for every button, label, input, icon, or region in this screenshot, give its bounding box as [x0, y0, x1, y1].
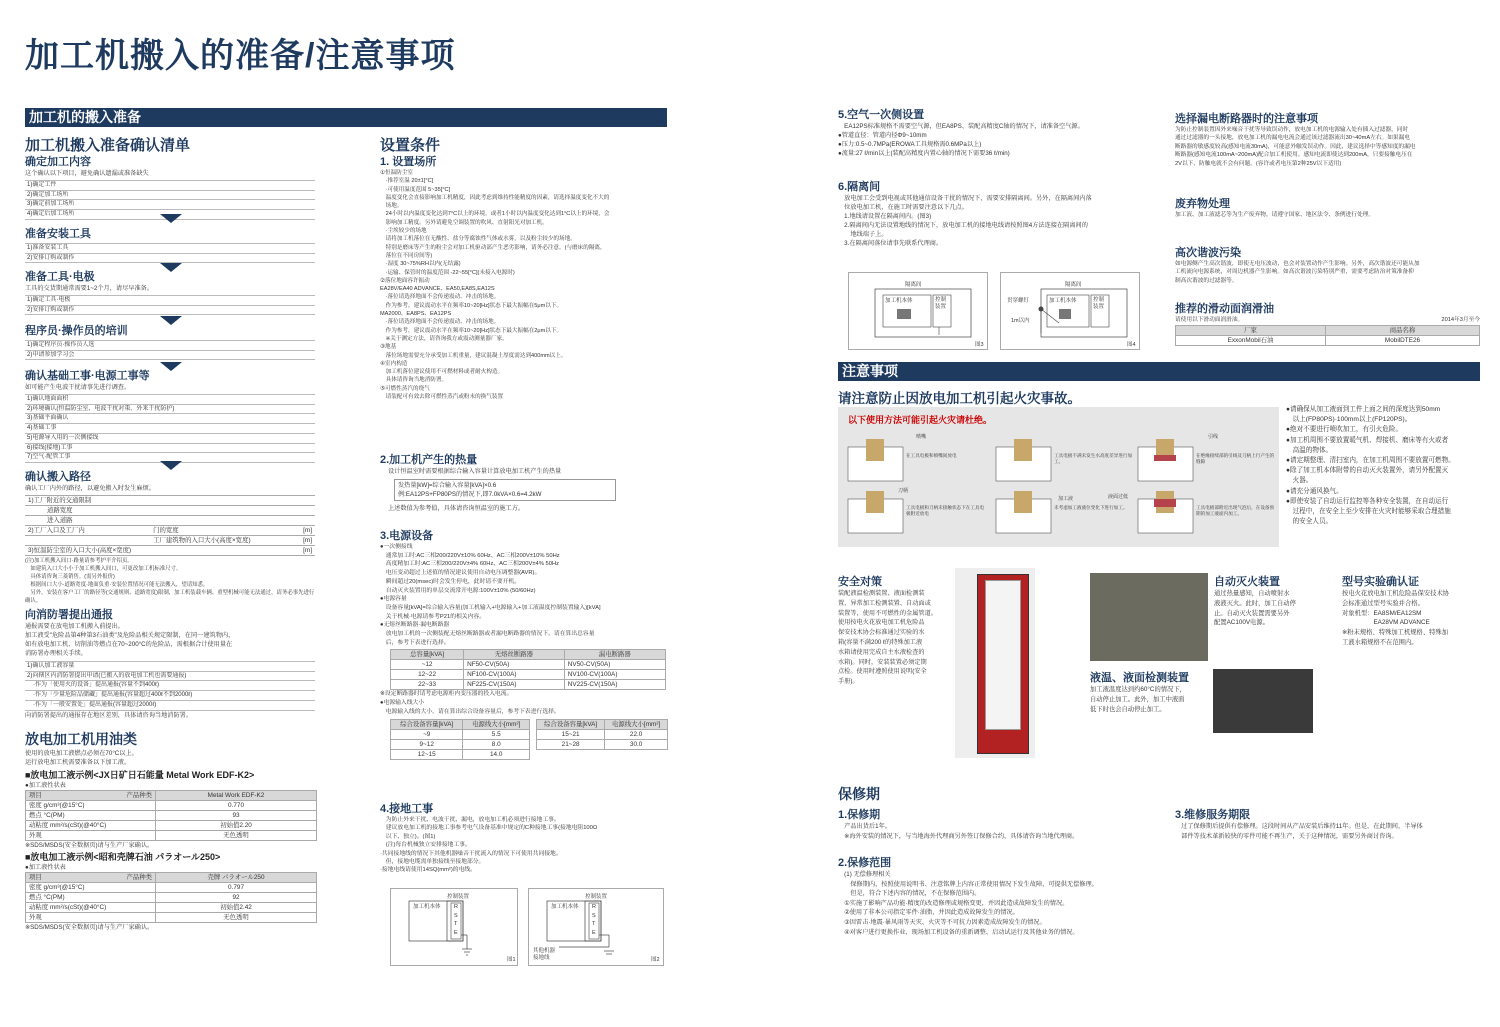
table-cell: 30.0	[605, 739, 668, 749]
section-body: 放电加工会受到电视或其他通信设备干扰的情况下，需要安排隔离间。另外，在隔离间内落 位放电加工机，在施工时需要注意以下几点。 1.地线请设置在隔离间内。(图3) 2.隔离间内无法设置地线的情况下，放电加工机的接地电线请按照图4方法连接在隔离间的 地线端子上。 3.在隔离间落位请事先联系代理商。	[844, 195, 1092, 247]
section-body: 通过热量感知，自动喷射水 液液灭火。此时，加工自动停 止。自动灭火装置需要另外 配置AC100V电源。	[1214, 590, 1296, 627]
grounding-section	[380, 800, 670, 875]
hazard-caption: 工具电极不满未发生水高度差异进行加工。	[1054, 453, 1133, 464]
table-cell: 燃点 °C(PM)	[26, 893, 156, 903]
table-cell: 燃点 °C(PM)	[26, 811, 156, 821]
warranty-period-section	[838, 806, 1168, 841]
control-unit-label: 控制装置	[585, 894, 608, 900]
caution-bullet: ●请定期整理、清扫室内，在加工机周围不要放置可燃物。	[1286, 457, 1455, 465]
step-desc: 确认工厂内外的路径，以避免搬入时发生麻烦。	[25, 485, 155, 492]
shield-room-figure-3	[848, 272, 988, 350]
install-conditions-title: 设置条件	[380, 137, 441, 154]
terminal-label: 贯穿螺钉	[1007, 298, 1030, 304]
section-bar-caution: 注意事项	[838, 362, 1480, 381]
figure-number: 图2	[651, 957, 660, 963]
list-item: 1)确定工件	[25, 181, 315, 191]
list-item: 2)安排订购或制作	[25, 306, 315, 316]
machine-body-label: 加工机本体	[551, 904, 579, 910]
section-heading: 4.接地工事	[380, 803, 434, 815]
table-header: 电源线大小[mm²]	[463, 719, 530, 729]
section-body: (1) 无偿修理相关 保修期内，按照使用说明书、注意铭牌上内容正常使用情况下发生故障，可提供无偿修理。 但是，符合下述内容的情况，不在保修范围内。 ①实施了影响产品功能·精度的改造修理或规格变更，并因此造成故障发生的情况。 ②使用了非本公司指定零件·油脂，并因此造成故障发生的情况。 ③因雷击·地震·暴风雨等天灾、火灾等不可抗力因素造成故障发生的情况。 ④对客户进行更换作业、现场加工机设备的重新调整、启动试运行及其他业务的情况。	[844, 871, 1098, 936]
level-sensor-photo	[1213, 669, 1313, 733]
list-item: 1)确认地面面积	[25, 395, 315, 405]
air-supply-section	[838, 106, 1138, 158]
harmonics-section	[1175, 244, 1480, 285]
table-cell: NF50-CV(50A)	[464, 660, 565, 670]
table-cell: [m]	[300, 526, 315, 536]
table-header: 项目	[29, 792, 42, 799]
section-heading: 高次谐波污染	[1175, 247, 1241, 259]
table-cell: 92	[156, 893, 317, 903]
control-unit-label: 控制 装置	[935, 297, 947, 310]
caution-bullet: ●请充分通风换气。	[1286, 487, 1343, 495]
checklist-step-6	[25, 468, 315, 605]
step-heading: 程序员·操作员的培训	[25, 325, 128, 337]
caution-bullet: ●即使安装了自动运行监控等各种安全装置，在自动运行 过程中，在安全上至少安排在火灾时能够采取合理措施 的安全人员。	[1286, 497, 1451, 526]
table-cell: 1)工厂附近的交通限制	[25, 496, 150, 506]
figure-number: 图4	[1127, 342, 1136, 348]
section-body: EA12PS标准规格不需要空气源，但EA8PS、装配高精度C轴的情况下，请准备空气源。 ●管道直径：管道内径Φ9~10mm ●压力:0.5~0.7MPa(EROWA工具规格需0.6MPa以上) ●流量:27 ℓ/min以上(装配高精度内置心轴的情况下需要36 ℓ/min)	[838, 123, 1084, 157]
section-heading: 2.保修范围	[838, 857, 892, 869]
step-heading: 确认基础工事·电源工事等	[25, 370, 150, 382]
table-cell: 无色透明	[156, 913, 317, 923]
list-item: 3)基础平面确认	[25, 414, 315, 424]
shield-room-figure-4	[1000, 272, 1140, 350]
list-item: 1)准备安装工具	[25, 244, 315, 254]
oil-example-title: ■放电加工液示例<JX日矿日石能量 Metal Work EDF-K2>	[25, 770, 255, 780]
grounding-figure-1	[390, 888, 518, 966]
table-cell: 0.797	[156, 883, 317, 893]
level-detect-section	[1090, 669, 1210, 714]
caution-bullets	[1286, 405, 1486, 527]
route-note: (注)加工机搬入间口·路量请参考护平介绍页。 如建筑入口大小小于加工机搬入间口，可更改加工机标准尺寸。 具体请咨询三菱销售。(需另外报价) 根据间口大小·道路宽度·地面负重·安装位置情况可能无法搬入，望请知悉。 另外，安装在客户工厂的路径等(交通规则、道路宽度)限制，加工机装载车辆、重型机械可能无法通过，请务必事先进行确认。	[25, 558, 315, 604]
section-heading: 推荐的滑动面润滑油	[1175, 303, 1274, 315]
leak-breaker-section	[1175, 110, 1480, 168]
grounding-figure-2	[528, 888, 664, 966]
checklist-step-5	[25, 367, 315, 463]
table-cell: ~9	[391, 729, 463, 739]
table-cell: [m]	[300, 546, 315, 556]
table-cell: 0.770	[156, 801, 317, 811]
section-body: 为防止控制装置因外来噪音干扰等导致误动作，放电加工机的电源输入处有插入过滤器，同时 通过过滤器的一头接地，放电加工机的漏电电流会通过该过滤器流出30~40mA左右。如果漏电 断路器的敏感度较高(感知电流30mA)，可能意外触发误动作。因此，建议选择中等感知度的漏电 断路器(感知电流100mA~200mA)配合加工机使用。感知电流即使达到200mA，只要接触电压在 2V以下，防触电就不会有问题。(容许或者电压第2种25V以下适用)	[1175, 127, 1416, 167]
list-item: ·作为「使用火的设备」提出通报(容量不到400ℓ)	[25, 681, 315, 691]
table-cell: NF225-CV(150A)	[464, 680, 565, 690]
sds-note: ※SDS/MSDS(安全数据页)请与生产厂家确认。	[25, 842, 154, 849]
list-item: 4)基础工事	[25, 424, 315, 434]
table-cell: ExxonMobil石油	[1176, 336, 1326, 346]
step-heading: 准备安装工具	[25, 228, 91, 240]
heat-formula-box: 发热量[kW]=综合输入容量[kVA]×0.6 例:EA12PS+FP80PS的情况下,即7.0kVA×0.6=4.2kW	[394, 479, 616, 501]
section-body: ※设定断路器时请考虑电源柜内变压器的投入电流。 ●电源输入线大小 电源输入线的大小，请在算出综合设备容量后，参考下表进行选择。	[380, 691, 560, 715]
table-cell: 22.0	[605, 729, 668, 739]
table-cell: NV50-CV(50A)	[564, 660, 665, 670]
terminal-labels: R S T E	[592, 904, 596, 936]
section-heading: 3.维修服务期限	[1175, 809, 1251, 821]
table-cell: 5.5	[463, 729, 530, 739]
table-header: 电源线大小[mm²]	[605, 719, 668, 729]
room-label: 隔离间	[905, 282, 922, 288]
hazard-caption: 未考虑加工液液位变化下进行加工。	[1054, 505, 1128, 510]
table-cell: 3)恒温防尘室的入口大小(高度×宽度)	[25, 546, 150, 556]
waste-section	[1175, 195, 1480, 220]
flow-arrow	[160, 214, 182, 223]
section-heading: 6.隔离间	[838, 181, 881, 193]
section-heading: 废弃物处理	[1175, 198, 1230, 210]
table-cell: 2)工厂入口及工厂内	[25, 526, 150, 536]
warranty-scope-section	[838, 854, 1168, 937]
lube-oil-section	[1175, 300, 1480, 346]
figure-number: 图1	[507, 957, 516, 963]
table-cell	[25, 536, 150, 546]
table-cell: 动粘度 mm²/s(cSt)(@40°C)	[26, 821, 156, 831]
table-cell: 14.0	[463, 749, 530, 759]
section-body: 加工液温度达到约60°C的情况下， 自动停止加工。此外，加工中液面 低下时也会自动停止加工。	[1090, 686, 1186, 713]
section-body: 加工液、加工液滤芯等为生产废弃物，请遵守国家、地区法令、条例进行处理。	[1175, 212, 1375, 218]
install-place-section	[380, 153, 670, 401]
section-body: 设计恒温室时需要根据综合输入容量计算放电加工机产生的热量	[388, 468, 562, 475]
terminal-labels: R S T E	[454, 904, 458, 936]
table-cell: 21~28	[537, 739, 605, 749]
checklist-title: 加工机搬入准备确认清单	[25, 137, 191, 154]
edm-oil-section	[25, 729, 317, 932]
list-item: 7)空气·配管工事	[25, 453, 315, 463]
nozzle-label: 喷嘴	[916, 434, 927, 440]
step-desc: 通报需要在放电加工机搬入前提出。 加工液受"危险品第4种第3石油类"及危险品相关规定限制，在同一建筑物内， 如有放电加工机、切削油等燃点在70~200°C的危险品，需根据合计使用量在 消防署办理相关手续。	[25, 623, 235, 657]
machine-body-label: 加工机本体	[885, 298, 913, 304]
other-device-label: 其他机器 接地线	[533, 948, 556, 961]
fire-hazard-panel	[838, 407, 1279, 547]
fire-extinguisher-photo	[1090, 573, 1208, 661]
table-cell: 初始值2.20	[156, 821, 317, 831]
caution-title: 请注意防止因放电加工机引起火灾事故。	[838, 391, 1081, 406]
list-item: 4)确定后加工场所	[25, 210, 315, 220]
list-item: 3)确定前加工场所	[25, 200, 315, 210]
table-cell: ~12	[391, 660, 464, 670]
table-cell: 12~22	[391, 670, 464, 680]
table-header: 项目	[29, 874, 42, 881]
list-item: 2)环境确认(恒温防尘室、电波干扰对策、外来干扰防护)	[25, 405, 315, 415]
hazard-caption: 在工具电极和喷嘴间放电	[906, 453, 957, 458]
table-cell: 进入道路	[25, 516, 150, 526]
wire-size-table-2	[536, 719, 668, 750]
section-body: 请使用以下滑动面润滑油。	[1175, 317, 1244, 323]
fire-dept-note: 向消防署提出的通报存在地区差别，具体请咨询当地消防署。	[25, 711, 193, 719]
section-heading: 选择漏电断路器时的注意事项	[1175, 113, 1318, 125]
section-desc: 使用的放电加工液燃点必须在70°C以上。 运行放电加工机需要准备以下加工液。	[25, 750, 138, 766]
section-body: ①恒温防尘室 ·推荐室温 20±1[°C] ·可使用温度范围 5~35[°C] 温度变化会直接影响加工机精度，因此考虑到维持性能精度的因素，请选择温度变化不大的 场地。 24小时以内温度变化达到7°C以上的环境，或者1小时以内温度变化达到1°C以上的环境，会 影响加工精度。另外请避免空调装置的吹风、直射阳光对加工机。 ·尘埃较少的场地 请将加工机落位在无酸性、盐分等腐蚀性气体或水雾，以及粉尘较少的场地。 特别是磨床等产生的粉尘会对加工机驱动部产生恶劣影响，请务必注意。(与磨床的隔离， 落位在不同房间等) ·湿度 30~75%RH以内(无结露) ·运输、保管时的温度范围 -22~55[°C](未接入电源时) ②落位地面容许振动 EA28V/EA40 ADVANCE、EA50,EA8S,EA12S ·落位请选择地面不会传递震动、冲击的场地。 作为参考，建议震动水平在频率10~20[Hz]状态下最大振幅在5μm以下。 MA2000、EA8PS、EA12PS ·落位请选择地面不会传递震动、冲击的场地。 作为参考，建议震动水平在频率10~20[Hz]状态下最大振幅在2μm以下。 ※关于测定方法，请咨询我方或震动测量器厂家。 ③地基 落位场地需要充分承受加工机重量，建议混凝土厚度需达到400mm以上。 ④室内构造 加工机落位建议使用不可燃材料或者耐火构造。 具体请咨询当地消防署。 ⑤可燃性蒸汽的绕气 请装配可有效去除可燃性蒸汽或粉末的换气装置	[380, 170, 610, 401]
machine-body-label: 加工机本体	[413, 904, 441, 910]
checklist-step-7	[25, 606, 315, 720]
table-header: 厂家	[1176, 326, 1326, 336]
table-cell: 无色透明	[156, 831, 317, 841]
caution-bullet: ●除了加工机本体附带的自动灭火装置外，请另外配置灭 火器。	[1286, 467, 1449, 485]
table-cell: 工厂建筑物的入口大小(高度×宽度)	[150, 536, 300, 546]
section-heading: 自动灭火装置	[1214, 576, 1280, 588]
table-cell: 外观	[26, 913, 156, 923]
shield-room-section	[838, 178, 1138, 248]
oil-table-2	[25, 872, 317, 923]
table-cell: 门的宽度	[150, 526, 300, 536]
step-heading: 确认搬入路径	[25, 471, 91, 483]
power-section	[380, 527, 670, 760]
table-cell: 动粘度 mm²/s(cSt)(@40°C)	[26, 903, 156, 913]
machine-photo	[955, 568, 1035, 758]
section-bar-preparation: 加工机的搬入准备	[25, 108, 667, 127]
page-title: 加工机搬入的准备/注意事项	[25, 37, 456, 75]
table-header: 综合设备容量[kVA]	[537, 719, 605, 729]
list-item: 1)确定工具·电极	[25, 296, 315, 306]
list-item: 2)申请参加学习会	[25, 351, 315, 361]
table-header: 商品名称	[1326, 326, 1480, 336]
table-cell: [m]	[300, 536, 315, 546]
table-cell: 初始值2.42	[156, 903, 317, 913]
table-header: 产品种类	[126, 874, 152, 881]
section-heading: 型号实验确认证	[1342, 576, 1419, 588]
section-body: ●一次侧接线 通常加工时:AC三相200/220V±10% 60Hz、AC三相200V±10% 50Hz 高度精加工时:AC三相200/220V±4% 60Hz、AC三相200V±4% 50Hz 电压变动超过上述值的情况建议使用自动电压调整器(AVR)。 瞬间超过20(msec)时会发生停电，此时请不要开机。 自动灭火装置用的单层交流常开电源:100V±10% (50/60Hz) ●电源容量 设备容量[kVA]=综合输入容量(加工机输入+电源输入+加工液温度控制装置输入)[kVA] 关于机械·电源请参考P21的相关内容。 ●无熔丝断路器·漏电断路器 放电加工机的一次侧装配无熔丝断路器或者漏电断路器的情况下，请在算出总容量 后，参考下表进行选择。	[380, 544, 601, 646]
table-header: 产品种类	[126, 792, 152, 799]
room-label: 隔离间	[1065, 282, 1082, 288]
table-cell: 12~15	[391, 749, 463, 759]
table-cell: MobilDTE26	[1326, 336, 1480, 346]
list-item: 1)确认加工液容量	[25, 662, 315, 672]
list-item: 2)向辖区内消防署提出申请(已搬入的放电加工机也需要通报)	[25, 672, 315, 682]
list-item: 2)确定加工场所	[25, 191, 315, 201]
section-body: 过了保修期后提供有偿修理。这段时间从产品安装后维持11年。但是，在此期间，半导体 部件等技术革新较快的零件可能不再生产，关于这种情况，需要另外商讨咨询。	[1181, 823, 1423, 840]
table-header: Metal Work EDF-K2	[156, 791, 317, 801]
table-cell: NV100-CV(100A)	[564, 670, 665, 680]
table-cell: 外观	[26, 831, 156, 841]
control-unit-label: 控制 装置	[1093, 297, 1105, 310]
step-desc: 如可能产生电波干扰请事先进行调查。	[25, 384, 131, 391]
checklist-step-3	[25, 268, 315, 315]
fluid-label: 加工液	[1058, 496, 1074, 502]
distance-label: 1m以内	[1011, 318, 1030, 324]
table-cell: 93	[156, 811, 317, 821]
sds-note: ※SDS/MSDS(安全数据页)请与生产厂家确认。	[25, 924, 154, 931]
section-body: 为防止外来干扰、电波干扰、漏电，放电加工机必须进行接地工事。 建议放电加工机的接地工事参考电气设备基准中规定的C种接地工事(接地电阻100Ω 以下、独立)。(图1) (注)每台机械独立安排接地工事。 ·共同接地线的情况下其他机器噪音干扰流入的情况下可使用共同接地。 但，接地电缆需单独接线至接地部分。 ·接地电线请使用14SQ(mm²)的电线。	[380, 817, 598, 874]
table-header: 无熔丝断路器	[464, 650, 565, 660]
oil-table-1	[25, 790, 317, 841]
section-heading: 液温、液面检测装置	[1090, 672, 1189, 684]
step-desc: 工具的交货期通常需要1~2个月，请尽早准备。	[25, 285, 154, 292]
oil-example-title: ■放电加工液示例<昭和壳牌石油 パラオール250>	[25, 852, 221, 862]
figure-number: 图3	[975, 342, 984, 348]
table-cell: 8.0	[463, 739, 530, 749]
section-body: 上述数值为参考值，具体请咨询恒温室的施工方。	[388, 505, 525, 512]
table-cell: 22~33	[391, 680, 464, 690]
list-item: ·作为「一般安置处」提出通报(容量超过2000ℓ)	[25, 701, 315, 711]
list-item: 6)接线(接地)工事	[25, 444, 315, 454]
heat-section	[380, 451, 670, 513]
section-title: 放电加工机用油类	[25, 731, 137, 747]
lube-oil-table	[1175, 325, 1480, 346]
caution-bullet: ●请确保从加工液面到工件上面之间的深度达到50mm 以上(FP80PS)·100mm以上(FP120PS)。	[1286, 406, 1441, 424]
section-body: 如电源侧产生高次谐波，即使无电压波动，也会对装置动作产生影响。另外，高次谐波还可能从加 工机流向电源系统，对周边机器产生影响。如高次谐波污染特别严重，需要考虑防治对策准备抑 制高次谐波的过滤器等。	[1175, 261, 1420, 284]
table-cell: 道路宽度	[25, 506, 150, 516]
hazard-caption: 工具电极部附近出现气泡后，在设备预期的加工液面内加工。	[1196, 505, 1275, 516]
hazard-caption: 工具电极和刀柄未接触状态下在工具电极附近放电	[906, 505, 985, 516]
caution-bullet: ●加工机周围不要放置暖气机、焊接机、磨床等有火或者 高温的物体。	[1286, 436, 1449, 454]
hazard-caption: 在绝缘接续部的引线及刀柄上行产生的缝隙	[1196, 453, 1275, 464]
section-heading: 1. 设置场所	[380, 156, 437, 168]
section-heading: 2.加工机产生的热量	[380, 454, 478, 466]
step-heading: 确定加工内容	[25, 156, 91, 168]
step-desc: 这个确认以下项目，避免确认遗漏或准备缺失	[25, 170, 149, 177]
section-heading: 3.电源设备	[380, 530, 434, 542]
section-body: 产品出货后1年。 ※海外安装的情况下，与当地海外代理商另外签订保修合约，具体请咨询当地代理商。	[844, 823, 1079, 840]
list-item: 5)电源导入用的一次侧接线	[25, 434, 315, 444]
auto-fire-section	[1214, 573, 1329, 628]
list-item: 1)确定程序员·操作员人选	[25, 341, 315, 351]
fire-warning-text: 以下使用方法可能引起火灾请杜绝。	[848, 415, 993, 425]
safety-measures-section	[838, 573, 953, 687]
wire-size-table-1	[390, 719, 530, 760]
service-period-section	[1175, 806, 1480, 841]
oil-table-caption: ●加工液性状表	[25, 864, 66, 871]
section-body: 装配液温检测装置、液面检测装 置、异常加工检测装置、自动面或 装置等，使用不可燃性的金属管道。 使用按电火花放电加工机危险品 保安技术协会标准通过实验的水 箱(容量不满200 ℓ的特殊加工液 水箱请使用完成自主水液检查的 水箱)。同时，安装装置必须定期 点检。使用时遵照使用说明(安全 手册)。	[838, 590, 937, 686]
date-label: 2014年3月至今	[1441, 317, 1480, 323]
table-header: 壳牌 パラオール250	[156, 873, 317, 883]
section-heading: 安全对策	[838, 576, 882, 588]
list-item: ·作为「少量危险品储藏」提出通报(容量超过400ℓ不到2000ℓ)	[25, 691, 315, 701]
section-heading: 1.保修期	[838, 809, 881, 821]
warranty-title: 保修期	[838, 786, 880, 802]
table-cell: 密度 g/cm³(@15°C)	[26, 883, 156, 893]
section-heading: 5.空气一次侧设置	[838, 109, 925, 121]
checklist-step-4	[25, 322, 315, 360]
table-cell: 15~21	[537, 729, 605, 739]
machine-body-label: 加工机本体	[1049, 298, 1077, 304]
control-unit-label: 控制装置	[447, 894, 470, 900]
lead-wire-label: 引线	[1208, 434, 1219, 440]
table-cell: NF100-CV(100A)	[464, 670, 565, 680]
oil-table-caption: ●加工液性状表	[25, 782, 66, 789]
breaker-table	[390, 649, 666, 690]
checklist-step-2	[25, 225, 315, 263]
table-cell: 9~12	[391, 739, 463, 749]
section-body: 按电火花放电加工机危险品保安技术协 会标准通过型号实验并合格。 对象机型：EA8SM/EA12SM EA28VM ADVANCE ※粉末规格、特殊加工机规格、特殊加 工液水箱规格不在范围内。	[1342, 590, 1450, 646]
table-header: 漏电断路器	[564, 650, 665, 660]
table-cell	[150, 546, 300, 556]
caution-bullet: ●绝对不要进行喷吹加工，有引火危险。	[1286, 426, 1403, 434]
table-header: 总容量[kVA]	[391, 650, 464, 660]
holder-label: 刀柄	[898, 488, 909, 494]
list-item: 2)安排订购或制作	[25, 254, 315, 264]
table-header: 综合设备容量[kVA]	[391, 719, 463, 729]
step-heading: 向消防署提出通报	[25, 609, 113, 621]
type-cert-section	[1342, 573, 1482, 648]
table-cell: NV225-CV(150A)	[564, 680, 665, 690]
low-level-label: 液面过低	[1108, 494, 1129, 500]
checklist-step-1	[25, 153, 315, 220]
table-cell: 密度 g/cm³(@15°C)	[26, 801, 156, 811]
route-table	[25, 495, 315, 556]
step-heading: 准备工具·电极	[25, 271, 95, 283]
